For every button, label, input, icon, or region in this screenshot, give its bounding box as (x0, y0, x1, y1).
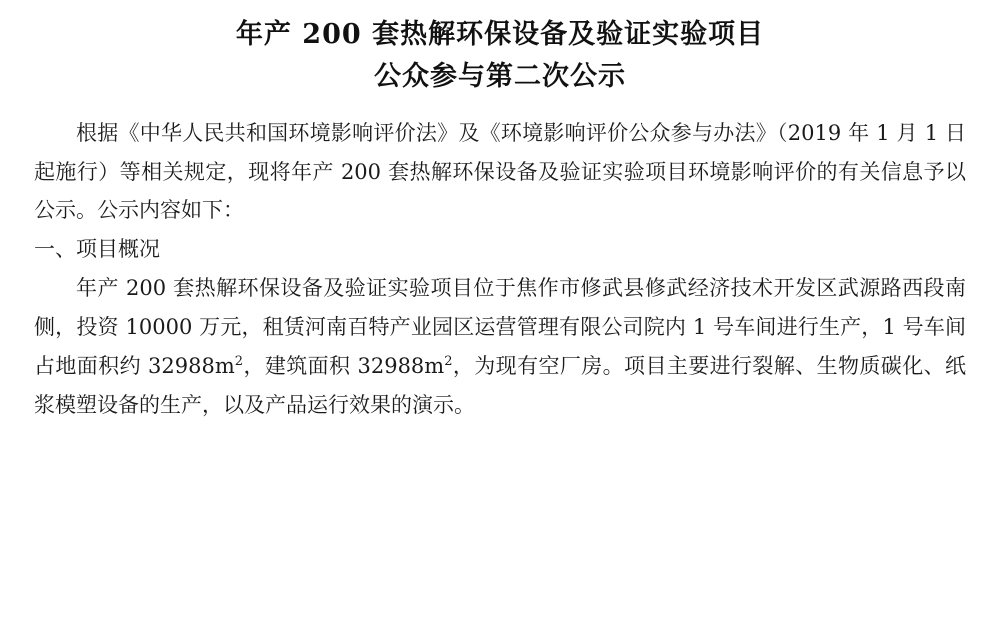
document-body (34, 114, 966, 425)
section-1-text-part-3: ，为现有空厂房。项目主要进行裂解、生物质碳化、纸浆模塑设备的生产，以及产品运行效果的演示。 (34, 353, 966, 417)
section-1-text-part-2: ，建筑面积 32988m (243, 353, 445, 378)
section-1-heading: 一、项目概况 (34, 237, 160, 262)
title-line-2: 公众参与第二次公示 (374, 60, 626, 92)
section-1-paragraph (34, 269, 966, 424)
section-1-text-part-1: 年产 200 套热解环保设备及验证实验项目位于焦作市修武县修武经济技术开发区武源路西段南侧，投资 10000 万元，租赁河南百特产业园区运营管理有限公司院内 1 号车间进行生产，1 号车间占地面积约 32988m (34, 276, 966, 378)
document-title (34, 14, 966, 98)
section-1-superscript-2: 2 (444, 353, 453, 369)
section-1-superscript-1: 2 (234, 353, 244, 369)
intro-paragraph: 根据《中华人民共和国环境影响评价法》及《环境影响评价公众参与办法》（2019 年 1 月 1 日起施行）等相关规定，现将年产 200 套热解环保设备及验证实验项目环境影响评价的有关信息予以公示。公示内容如下： (34, 120, 966, 223)
title-line-1: 年产 200 套热解环保设备及验证实验项目 (235, 19, 765, 50)
